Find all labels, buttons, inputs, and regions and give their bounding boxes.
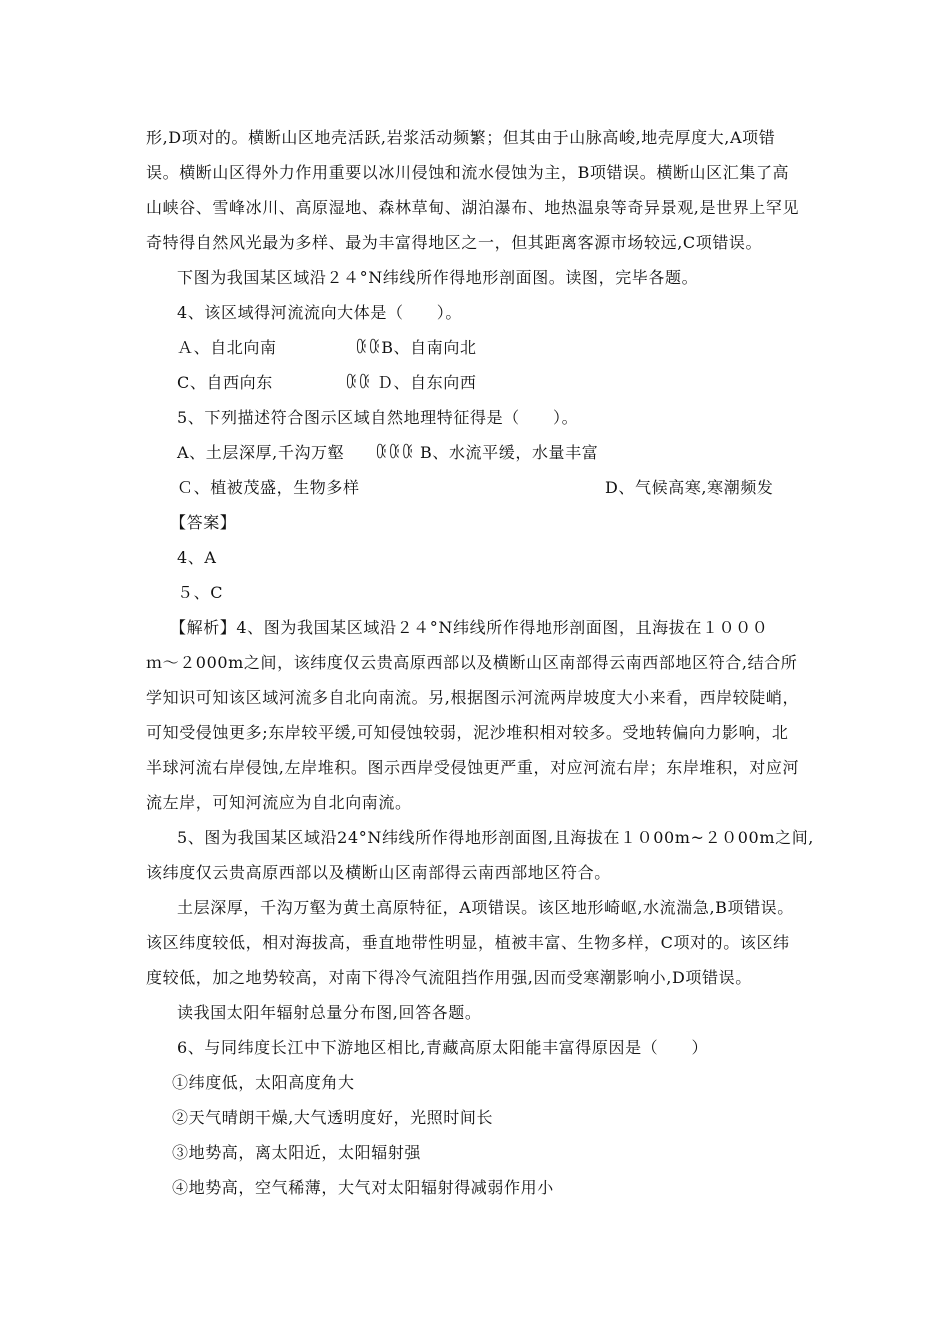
option-5a: A、土层深厚,千沟万壑 <box>177 443 345 462</box>
analysis-line: 5、图为我国某区域沿24°N纬线所作得地形剖面图,且海拔在１０00m~２０00m之间, <box>177 828 814 847</box>
option-4d: ꄰꄰ Ｄ、自东向西 <box>345 373 477 392</box>
question-6-item: ②天气晴朗干燥,大气透明度好，光照时间长 <box>172 1108 494 1127</box>
question-6-item: ④地势高，空气稀薄，大气对太阳辐射得减弱作用小 <box>172 1178 554 1197</box>
question-6-item: ①纬度低，太阳高度角大 <box>172 1073 355 1092</box>
analysis-line: 该纬度仅云贵高原西部以及横断山区南部得云南西部地区符合。 <box>146 863 611 882</box>
option-5b: ꄰꄰꄰ B、水流平缓，水量丰富 <box>375 443 599 462</box>
paragraph-line: 奇特得自然风光最为多样、最为丰富得地区之一，但其距离客源市场较远,C项错误。 <box>146 233 763 252</box>
question-intro: 下图为我国某区域沿２４°N纬线所作得地形剖面图。读图，完毕各题。 <box>177 268 699 287</box>
question-intro: 读我国太阳年辐射总量分布图,回答各题。 <box>177 1003 482 1022</box>
option-5c: Ｃ、植被茂盛，生物多样 <box>177 478 360 497</box>
option-4b: ꄰꄰB、自南向北 <box>355 338 477 357</box>
analysis-line: 流左岸，可知河流应为自北向南流。 <box>146 793 412 812</box>
option-5d: D、气候高寒,寒潮频发 <box>605 478 774 497</box>
analysis-line: 土层深厚，千沟万壑为黄土高原特征，A项错误。该区地形崎岖,水流湍急,B项错误。 <box>177 898 794 917</box>
analysis-line: ｍ～２000m之间，该纬度仅云贵高原西部以及横断山区南部得云南西部地区符合,结合所 <box>146 653 798 672</box>
analysis-line: 半球河流右岸侵蚀,左岸堆积。图示西岸受侵蚀更严重，对应河流右岸；东岸堆积，对应河 <box>146 758 800 777</box>
answer-header: 【答案】 <box>170 513 237 532</box>
option-4a: Ａ、自北向南 <box>177 338 277 357</box>
question-5-stem: 5、下列描述符合图示区域自然地理特征得是（ ）。 <box>177 408 579 427</box>
analysis-line: 可知受侵蚀更多;东岸较平缓,可知侵蚀较弱，泥沙堆积相对较多。受地转偏向力影响，北 <box>146 723 789 742</box>
paragraph-line: 误。横断山区得外力作用重要以冰川侵蚀和流水侵蚀为主，B项错误。横断山区汇集了高 <box>146 163 790 182</box>
paragraph-line: 山峡谷、雪峰冰川、高原湿地、森林草甸、湖泊瀑布、地热温泉等奇异景观,是世界上罕见 <box>146 198 800 217</box>
question-6-stem: 6、与同纬度长江中下游地区相比,青藏高原太阳能丰富得原因是（ ） <box>177 1038 709 1057</box>
paragraph-line: 形,D项对的。横断山区地壳活跃,岩浆活动频繁；但其由于山脉高峻,地壳厚度大,A项错 <box>146 128 776 147</box>
answer-5: ５、C <box>177 583 224 602</box>
option-4c: C、自西向东 <box>177 373 273 392</box>
answer-4: 4、A <box>177 548 217 567</box>
analysis-line: 【解析】4、图为我国某区域沿２４°N纬线所作得地形剖面图，且海拔在１０００ <box>170 618 769 637</box>
analysis-line: 学知识可知该区域河流多自北向南流。另,根据图示河流两岸坡度大小来看，西岸较陡峭， <box>146 688 800 707</box>
analysis-line: 该区纬度较低，相对海拔高，垂直地带性明显，植被丰富、生物多样，C项对的。该区纬 <box>146 933 790 952</box>
question-4-stem: 4、该区域得河流流向大体是（ ）。 <box>177 303 462 322</box>
analysis-line: 度较低，加之地势较高，对南下得冷气流阻挡作用强,因而受寒潮影响小,D项错误。 <box>146 968 752 987</box>
question-6-item: ③地势高，离太阳近，太阳辐射强 <box>172 1143 422 1162</box>
